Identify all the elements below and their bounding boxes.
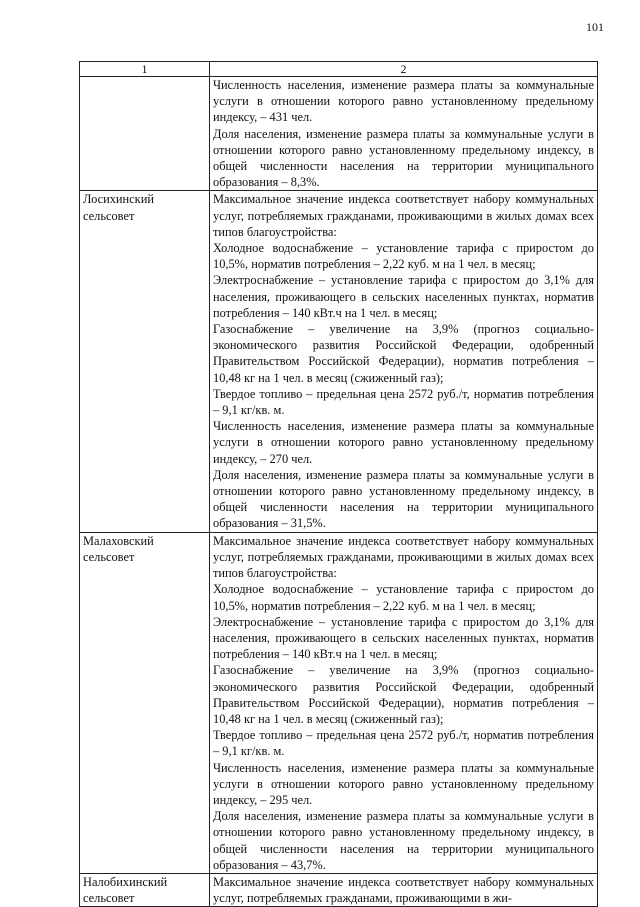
- row-content: [210, 532, 598, 873]
- paragraph: Численность населения, изменение размера платы за коммунальные услуги в отношении которого равно установленному предельному индексу, – 431 чел.: [213, 78, 594, 125]
- municipality-name: Малаховский сельсовет: [80, 532, 210, 873]
- municipality-name: Лосихинский сельсовет: [80, 191, 210, 532]
- paragraph: Доля населения, изменение размера платы за коммунальные услуги в отношении которого равно установленному предельному индексу, в общей численности населения на территории муниципального образования – 31,5%.: [213, 467, 594, 531]
- column-header-2: 2: [210, 62, 598, 77]
- paragraph: Газоснабжение – увеличение на 3,9% (прогноз социально-экономического развития Российской Федерации, одобренный Правительством Российской Федерации), норматив потребления – 10,48 кг на 1 чел. в месяц (сжиженный газ);: [213, 663, 594, 726]
- row-content: [210, 77, 598, 191]
- paragraph: Холодное водоснабжение – установление тарифа с приростом до 10,5%, норматив потребления – 2,22 куб. м на 1 чел. в месяц;: [213, 582, 594, 613]
- page-number: 101: [586, 20, 604, 34]
- paragraph: Холодное водоснабжение – установление тарифа с приростом до 10,5%, норматив потребления – 2,22 куб. м на 1 чел. в месяц;: [213, 241, 594, 272]
- paragraph: Максимальное значение индекса соответствует набору коммунальных услуг, потребляемых гражданами, проживающими в жи-: [213, 874, 594, 906]
- paragraph: Электроснабжение – установление тарифа с приростом до 3,1% для населения, проживающего в сельских населенных пунктах, норматив потребления – 140 кВт.ч на 1 чел. в месяц;: [213, 273, 594, 320]
- paragraph: Твердое топливо – предельная цена 2572 руб./т, норматив потребления – 9,1 кг/кв. м.: [213, 728, 594, 759]
- table-row: [80, 873, 598, 906]
- table-row: [80, 77, 598, 191]
- row-content: [210, 873, 598, 906]
- paragraph: Численность населения, изменение размера платы за коммунальные услуги в отношении которого равно установленному предельному индексу, – 295 чел.: [213, 760, 594, 807]
- table-header-row: [80, 62, 598, 77]
- municipality-name: Налобихинский сельсовет: [80, 873, 210, 906]
- paragraph: Твердое топливо – предельная цена 2572 руб./т, норматив потребления – 9,1 кг/кв. м.: [213, 386, 594, 418]
- paragraph: Максимальное значение индекса соответствует набору коммунальных услуг, потребляемых гражданами, проживающими в жилых домах всех типов благоустройства:: [213, 192, 594, 239]
- paragraph: Газоснабжение – увеличение на 3,9% (прогноз социально-экономического развития Российской Федерации, одобренный Правительством Российской Федерации), норматив потребления – 10,48 кг на 1 чел. в месяц (сжиженный газ);: [213, 322, 594, 385]
- paragraph: Максимальное значение индекса соответствует набору коммунальных услуг, потребляемых гражданами, проживающими в жилых домах всех типов благоустройства:: [213, 533, 594, 581]
- tariff-table: [79, 61, 598, 907]
- column-header-1: 1: [80, 62, 210, 77]
- paragraph: Доля населения, изменение размера платы за коммунальные услуги в отношении которого равно установленному предельному индексу, в общей численности населения на территории муниципального образования – 43,7%.: [213, 809, 594, 872]
- paragraph: Электроснабжение – установление тарифа с приростом до 3,1% для населения, проживающего в сельских населенных пунктах, норматив потребления – 140 кВт.ч на 1 чел. в месяц;: [213, 614, 594, 662]
- table-row: [80, 532, 598, 873]
- row-content: [210, 191, 598, 532]
- municipality-name: [80, 77, 210, 191]
- table-row: [80, 191, 598, 532]
- paragraph: Численность населения, изменение размера платы за коммунальные услуги в отношении которого равно установленному предельному индексу, – 270 чел.: [213, 419, 594, 466]
- paragraph: Доля населения, изменение размера платы за коммунальные услуги в отношении которого равно установленному предельному индексу, в общей численности населения на территории муниципального образования – 8,3%.: [213, 126, 594, 190]
